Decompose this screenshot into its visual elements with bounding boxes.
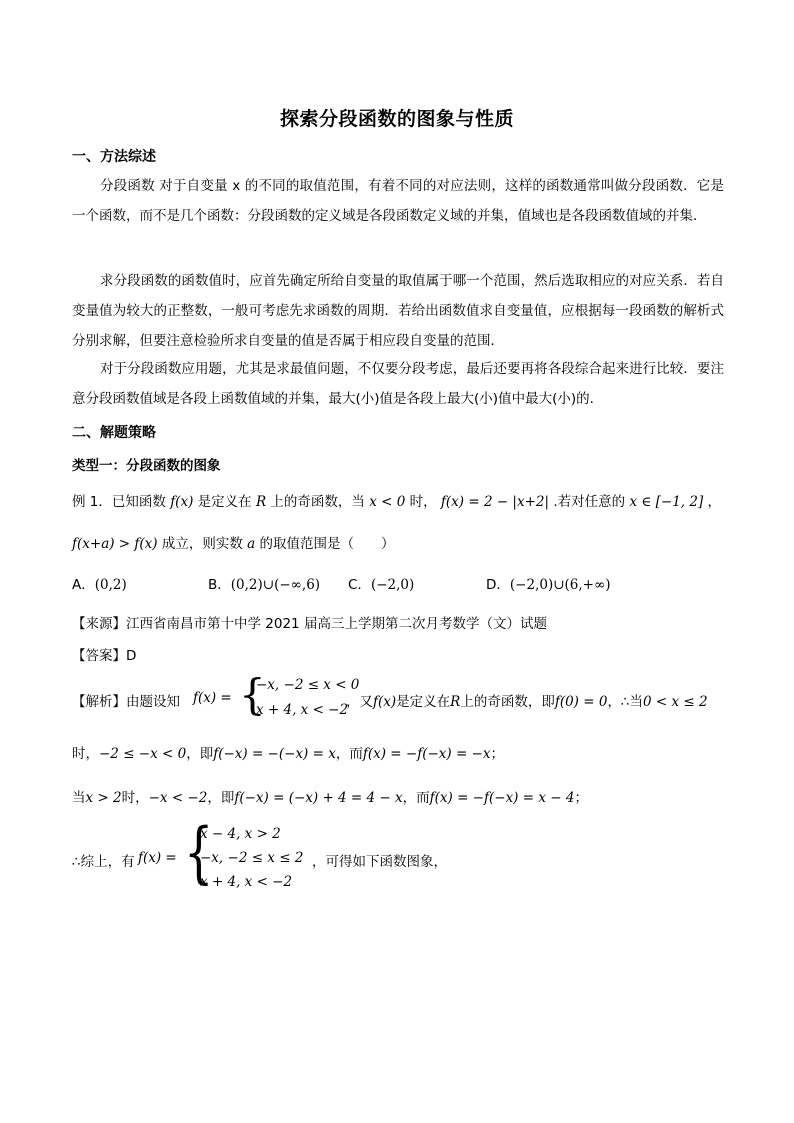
source-line: 【来源】江西省南昌市第十中学 2021 届高三上学期第二次月考数学（文）试题 [72,616,547,632]
analysis-line-1-tail [346,690,708,710]
paragraph-definition: 分段函数 对于自变量 x 的不同的取值范围，有着不同的对应法则，这样的函数通常叫做分段函数．它是一个函数，而不是几个函数：分段函数的定义域是各段函数定义域的并集，值域也是各段函数值域的并集． [72,178,724,224]
example-text: ， [707,494,722,510]
math-expr: f(x) = −f(−x) = −x [362,746,491,762]
math-cond: 0 < x ≤ 2 [643,694,708,710]
piecewise-lhs: f(x) = [193,690,232,706]
analysis-text: ，∴当 [607,694,644,710]
answer-line: 【答案】D [72,648,137,664]
math-fx: f(x) [373,694,397,710]
option-value: (−2,0)∪(6,+∞) [509,577,611,593]
paragraph-evaluation: 求分段函数的函数值时，应首先确定所给自变量的取值属于哪一个范围，然后选取相应的对应关系．若自变量值为较大的正整数，一般可考虑先求函数的周期．若给出函数值求自变量值，应根据每一段函数的解析式分别求解，但要注意检验所求自变量的值是否属于相应段自变量的范围． [72,273,724,349]
analysis-text: ，而 [402,790,430,806]
math-expr: f(−x) = (−x) + 4 = 4 − x [234,790,403,806]
option-value: (−2,0) [370,577,415,593]
summary-tail: ，可得如下函数图象， [312,854,447,870]
summary-case-1: x − 4, x > 2 [200,826,281,842]
example-line-2 [72,532,395,552]
left-brace-large: { [184,814,214,891]
example-text: 上的奇函数，当 [270,494,365,510]
analysis-line-2 [72,742,504,762]
summary-case-3: x + 4, x < −2 [200,874,293,890]
math-inequality: −2 ≤ −x < 0 [99,746,187,762]
math-expr: f(−x) = −(−x) = x [213,746,336,762]
page-title: 探索分段函数的图象与性质 [279,108,514,130]
option-b [208,573,320,593]
math-inequality: f(x+a) > f(x) [72,536,158,552]
analysis-text: 是定义在 [396,694,451,710]
math-a: a [247,536,256,552]
analysis-text: 时， [121,790,149,806]
math-cond: x > 2 [85,790,122,806]
analysis-text: 时， [72,746,99,762]
analysis-text: 当 [72,790,86,806]
option-label: B． [208,577,231,593]
option-c [348,573,414,593]
example-text: 时， [409,494,437,510]
analysis-text: ，又 [346,694,373,710]
paragraph-application: 对于分段函数应用题，尤其是求最值问题，不仅要分段考虑，最后还要再将各段综合起来进行比较．要注意分段函数值域是各段上函数值域的并集，最大(小)值是各段上最大(小)值中最大(小)的． [72,361,724,407]
option-label: C． [348,577,371,593]
piecewise-case-1: −x, −2 ≤ x < 0 [256,677,360,693]
section-heading-strategy: 二、解题策略 [72,425,156,441]
math-R: R [255,494,267,510]
example-text: 是定义在 [197,494,252,510]
math-range: x ∈ [−1, 2] [629,494,704,510]
option-label: A． [72,577,95,593]
math-fx: f(x) [170,494,194,510]
analysis-text: ，而 [335,746,363,762]
example-line-1 [72,490,721,510]
summary-label: ∴综上，有 [72,854,135,870]
math-inequality: −x < −2 [148,790,208,806]
math-f0: f(0) = 0 [554,694,608,710]
option-a [72,573,127,593]
math-cond: x < 0 [369,494,406,510]
math-expr: f(x) = −f(−x) = x − 4 [429,790,575,806]
analysis-text: ，即 [207,790,235,806]
section-heading-method: 一、方法综述 [72,149,156,165]
example-text: 的取值范围是（ ） [259,536,395,552]
summary-lhs: f(x) = [138,850,177,866]
option-d [486,573,611,593]
analysis-label: 【解析】由题设知 [72,694,180,710]
option-value: (0,2) [94,577,127,593]
piecewise-case-2: x + 4, x < −2 [256,702,349,718]
type-heading: 类型一：分段函数的图象 [72,458,221,474]
option-value: (0,2)∪(−∞,6) [230,577,321,593]
summary-case-2: −x, −2 ≤ x ≤ 2 [200,850,304,866]
analysis-line-3 [72,786,588,806]
example-text: 成立，则实数 [161,536,243,552]
example-prefix: 例 1．已知函数 [72,494,166,510]
math-R: R [450,694,461,710]
analysis-text: ，即 [186,746,214,762]
example-text: .若对任意的 [553,494,626,510]
analysis-text: ； [574,790,588,806]
math-expr: f(x) = 2 − |x+2| [440,494,550,510]
analysis-text: ； [490,746,504,762]
option-label: D． [486,577,510,593]
left-brace: { [239,670,266,719]
analysis-text: 上的奇函数，即 [460,694,555,710]
